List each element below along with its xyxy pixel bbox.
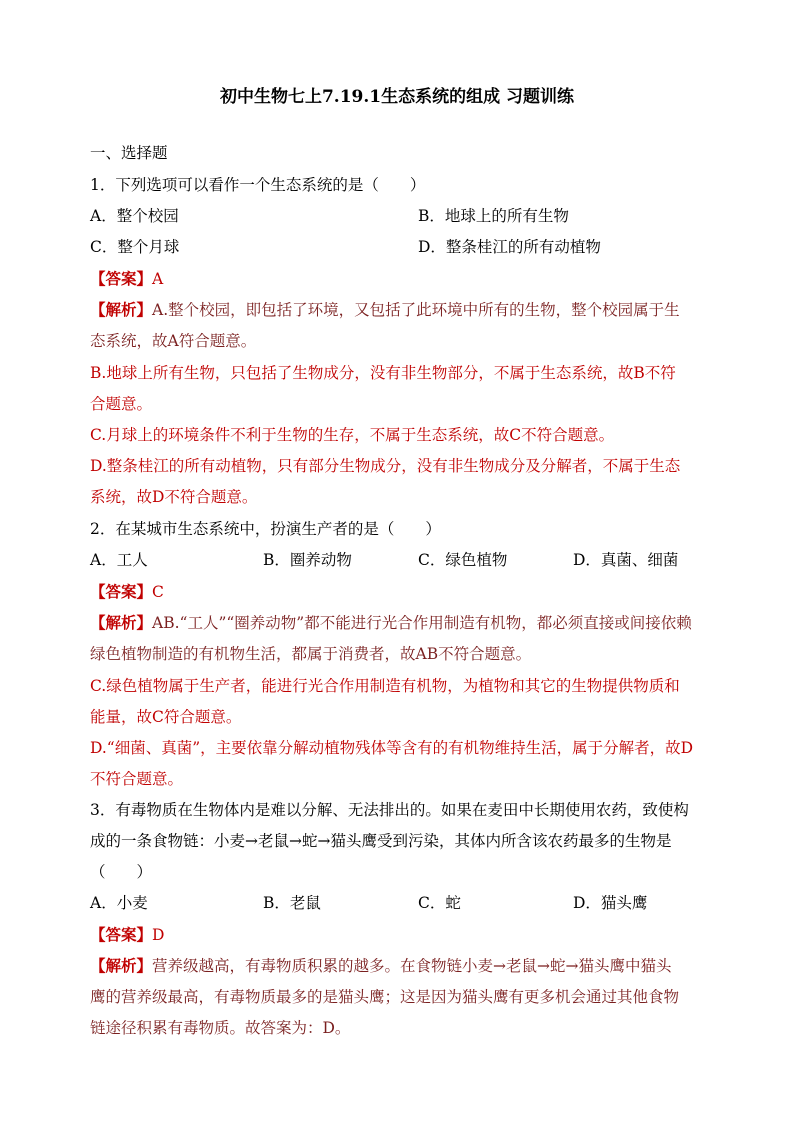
q3-analysis-line-3: 链途径积累有毒物质。故答案为：D。 bbox=[90, 1019, 351, 1037]
q3-option-c: C．蛇 bbox=[418, 894, 461, 912]
q3-stem-line-1: 3．有毒物质在生物体内是难以分解、无法排出的。如果在麦田中长期使用农药，致使构 bbox=[90, 801, 689, 819]
q3-option-d: D．猫头鹰 bbox=[573, 894, 648, 912]
q2-option-c: C．绿色植物 bbox=[418, 551, 508, 569]
q3-stem-line-3: （ ） bbox=[90, 863, 153, 881]
q2-analysis-line-1 bbox=[90, 612, 710, 634]
q2-analysis-line-3: C.绿色植物属于生产者，能进行光合作用制造有机物，为植物和其它的生物提供物质和 bbox=[90, 677, 680, 695]
q3-option-a: A．小麦 bbox=[90, 894, 148, 912]
page-title: 初中生物七上7.19.1生态系统的组成 习题训练 bbox=[219, 87, 575, 107]
q1-option-a: A．整个校园 bbox=[90, 207, 179, 225]
q2-analysis-line-2: 绿色植物制造的有机物生活，都属于消费者，故AB不符合题意。 bbox=[90, 645, 532, 663]
q1-analysis-line-2: 态系统，故A符合题意。 bbox=[90, 332, 257, 350]
q3-stem-line-2: 成的一条食物链：小麦→老鼠→蛇→猫头鹰受到污染，其体内所含该农药最多的生物是 bbox=[90, 832, 672, 850]
q2-option-a: A．工人 bbox=[90, 551, 148, 569]
q1-analysis-line-5: C.月球上的环境条件不利于生物的生存，不属于生态系统，故C不符合题意。 bbox=[90, 426, 615, 444]
q1-option-d: D．整条桂江的所有动植物 bbox=[418, 238, 601, 256]
q1-answer-value: A bbox=[152, 270, 164, 288]
q2-analysis-line-5: D.“细菌、真菌”，主要依靠分解动植物残体等含有的有机物维持生活，属于分解者，故D bbox=[90, 739, 694, 757]
answer-label: 【答案】 bbox=[90, 925, 153, 944]
q1-analysis-line-6: D.整条桂江的所有动植物，只有部分生物成分，没有非生物成分及分解者，不属于生态 bbox=[90, 457, 681, 475]
analysis-label: 【解析】 bbox=[90, 613, 153, 632]
q3-answer-value: D bbox=[152, 926, 165, 944]
q2-option-b: B．圈养动物 bbox=[263, 551, 352, 569]
q1-analysis-line-3: B.地球上所有生物，只包括了生物成分，没有非生物部分，不属于生态系统，故B不符 bbox=[90, 364, 676, 382]
analysis-label: 【解析】 bbox=[90, 956, 153, 975]
q1-analysis-line-4: 合题意。 bbox=[90, 395, 153, 413]
q3-analysis-text-1: 营养级越高，有毒物质积累的越多。在食物链小麦→老鼠→蛇→猫头鹰中猫头 bbox=[152, 957, 672, 975]
q2-answer-value: C bbox=[152, 583, 164, 601]
q1-analysis-line-7: 系统，故D不符合题意。 bbox=[90, 488, 258, 506]
answer-label: 【答案】 bbox=[90, 269, 153, 288]
q3-analysis-line-2: 鹰的营养级最高，有毒物质最多的是猫头鹰；这是因为猫头鹰有更多机会通过其他食物 bbox=[90, 988, 680, 1006]
analysis-label: 【解析】 bbox=[90, 300, 153, 319]
section-heading: 一、选择题 bbox=[90, 144, 168, 162]
q1-stem: 1．下列选项可以看作一个生态系统的是（ ） bbox=[90, 176, 426, 194]
q2-option-d: D．真菌、细菌 bbox=[573, 551, 679, 569]
q2-analysis-line-6: 不符合题意。 bbox=[90, 770, 184, 788]
q2-answer bbox=[90, 581, 710, 603]
q2-analysis-line-4: 能量，故C符合题意。 bbox=[90, 708, 242, 726]
q2-stem: 2．在某城市生态系统中，扮演生产者的是（ ） bbox=[90, 520, 441, 538]
q3-analysis-line-1 bbox=[90, 955, 710, 977]
q3-option-b: B．老鼠 bbox=[263, 894, 321, 912]
q1-analysis-text-1: A.整个校园，即包括了环境，又包括了此环境中所有的生物，整个校园属于生 bbox=[152, 301, 680, 319]
q3-answer bbox=[90, 924, 710, 946]
answer-label: 【答案】 bbox=[90, 582, 153, 601]
q1-option-c: C．整个月球 bbox=[90, 238, 180, 256]
q1-option-b: B．地球上的所有生物 bbox=[418, 207, 569, 225]
q2-analysis-text-1: AB.“工人”“圈养动物”都不能进行光合作用制造有机物，都必须直接或间接依赖 bbox=[152, 614, 692, 632]
q1-answer bbox=[90, 268, 710, 290]
q1-analysis-line-1 bbox=[90, 299, 710, 321]
